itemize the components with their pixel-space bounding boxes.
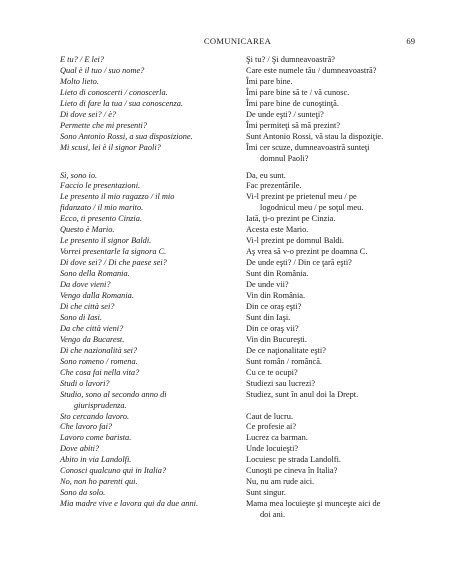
phrase-row [60,324,420,335]
page-number: 69 [406,36,415,46]
italian-phrase: Sto cercando lavoro. [60,411,130,421]
phrase-row [60,192,420,203]
italian-phrase: E tu? / E lei? [60,55,105,64]
romanian-translation: Sunt român / româncă. [246,356,323,366]
italian-phrase: Che cosa fai nella vita? [60,367,140,377]
phrase-row [60,466,420,477]
italian-phrase: Lavoro come barista. [60,433,132,443]
running-head [60,34,415,48]
romanian-translation: Lucrez ca barman. [246,433,308,443]
phrase-row [60,346,420,357]
romanian-translation: Studiez, sunt în anul doi la Drept. [246,389,359,399]
italian-phrase: Molto lieto. [60,76,99,86]
italian-phrase: Da dove vieni? [60,280,111,290]
italian-phrase: Studio, sono al secondo anno di [60,389,167,399]
romanian-translation: Mama mea locuieşte şi munceşte aici de [246,499,381,509]
romanian-translation: Da, eu sunt. [246,170,286,180]
phrase-row [60,510,420,521]
phrase-row [60,379,420,390]
romanian-translation: De unde vii? [246,280,289,290]
romanian-translation: domnul Paoli? [260,153,309,163]
italian-phrase: Studi o lavori? [60,378,110,388]
romanian-translation: Care este numele tău / dumneavoastră? [246,65,377,75]
phrase-row [60,357,420,368]
romanian-translation: Sunt singur. [246,488,286,498]
phrase-row [60,77,420,88]
italian-phrase: No, non ho parenti qui. [60,477,138,487]
italian-phrase: Mia madre vive e lavora qui da due anni. [60,499,199,509]
italian-phrase: Vengo da Bucarest. [60,334,125,344]
romanian-translation: Sunt Antonio Rossi, vă stau la dispoziţie. [246,131,384,141]
italian-phrase: Sono di Iasi. [60,312,102,322]
romanian-translation: Şi tu? / Şi dumneavoastră? [246,55,335,64]
phrase-row [60,110,420,121]
phrase-row [60,313,420,324]
romanian-translation: Iată, ţi-o prezint pe Cinzia. [246,214,336,224]
phrase-row [60,258,420,269]
phrase-row [60,455,420,466]
italian-phrase: giurisprudenza. [74,400,127,410]
romanian-translation [260,401,420,412]
italian-phrase: Questo è Mario. [60,225,115,235]
romanian-translation: Acesta este Mario. [246,225,309,235]
phrase-row [60,291,420,302]
romanian-translation: Îmi pare bine. [246,76,293,86]
romanian-translation: Vi-l prezint pe prietenul meu / pe [246,192,357,202]
phrase-row [60,66,420,77]
italian-phrase: Sì, sono io. [60,170,98,180]
phrase-row [60,302,420,313]
italian-phrase: Le presento il mio ragazzo / il mio [60,192,175,202]
italian-phrase: Di dove sei? / Di che paese sei? [60,258,167,268]
romanian-translation: Din ce oraş eşti? [246,301,302,311]
romanian-translation: Aş vrea să v-o prezint pe doamna C. [246,247,368,257]
romanian-translation: Studiezi sau lucrezi? [246,378,316,388]
romanian-translation: Caut de lucru. [246,411,294,421]
phrase-row [60,203,420,214]
phrase-row [60,236,420,247]
phrase-row [60,214,420,225]
phrase-row [60,499,420,510]
italian-phrase: Vengo dalla Romania. [60,291,134,301]
italian-phrase [60,510,246,521]
romanian-translation: De unde eşti? / sunteţi? [246,109,324,119]
phrase-row [60,422,420,433]
phrase-row [60,477,420,488]
italian-phrase: Lieto di fare la tua / sua conoscenza. [60,98,183,108]
phrase-row [60,171,420,182]
phrase-row [60,143,420,154]
romanian-translation: doi ani. [260,510,286,520]
italian-phrase: Sono romeno / romena. [60,356,138,366]
phrase-row [60,225,420,236]
chapter-title: COMUNICAREA [203,36,272,46]
romanian-translation: Cu ce te ocupi? [246,367,298,377]
italian-phrase: Ecco, ti presento Cinzia. [60,214,142,224]
phrase-row [60,269,420,280]
italian-phrase: fidanzato / il mio marito. [60,203,144,213]
italian-phrase: Sono Antonio Rossi, a sua disposizione. [60,131,193,141]
phrase-row [60,280,420,291]
romanian-translation: Vin din România. [246,291,306,301]
romanian-translation: Îmi pare bine să te / vă cunosc. [246,87,350,97]
romanian-translation: Fac prezentările. [246,181,302,191]
italian-phrase: Le presento il signor Baldi. [60,236,152,246]
phrase-row [60,181,420,192]
phrase-row [60,401,420,412]
italian-phrase: Qual è il tuo / suo nome? [60,65,145,75]
phrase-row [60,444,420,455]
phrase-row [60,488,420,499]
phrase-row [60,88,420,99]
italian-phrase: Lieto di conoscerti / conoscerla. [60,87,168,97]
italian-phrase: Dove abiti? [60,444,100,454]
italian-phrase: Abito in via Landolfi. [60,455,132,465]
phrase-row [60,121,420,132]
romanian-translation: Vin din Bucureşti. [246,334,307,344]
romanian-translation: Sunt din Iaşi. [246,312,291,322]
phrase-row [60,55,420,66]
phrase-row [60,412,420,423]
romanian-translation: De ce naţionalitate eşti? [246,345,326,355]
phrase-row [60,247,420,258]
romanian-translation: De unde eşti? / Din ce ţară eşti? [246,258,352,268]
romanian-translation: Vi-l prezint pe domnul Baldi. [246,236,344,246]
italian-phrase: Vorrei presentarle la signora C. [60,247,167,257]
italian-phrase: Di che città sei? [60,301,115,311]
italian-phrase: Mi scusi, lei è il signor Paoli? [60,142,161,152]
italian-phrase: Conosci qualcuno qui in Italia? [60,466,167,476]
italian-phrase: Sono della Romania. [60,269,130,279]
italian-phrase: Di dove sei? / è? [60,109,117,119]
italian-phrase: Che lavoro fai? [60,422,113,432]
phrase-row [60,154,420,165]
italian-phrase: Permette che mi presenti? [60,120,148,130]
romanian-translation: Locuiesc pe strada Landolfi. [246,455,341,465]
romanian-translation: Sunt din România. [246,269,309,279]
romanian-translation: Unde locuieşti? [246,444,299,454]
italian-phrase [60,154,246,165]
phrase-row [60,132,420,143]
italian-phrase: Faccio le presentazioni. [60,181,141,191]
italian-phrase: Sono da solo. [60,488,106,498]
phrase-row [60,335,420,346]
romanian-translation: Din ce oraş vii? [246,323,299,333]
phrase-row [60,390,420,401]
romanian-translation: Îmi cer scuze, dumneavoastră sunteţi [246,142,370,152]
phrase-row [60,368,420,379]
romanian-translation: Ce profesie ai? [246,422,297,432]
italian-phrase: Da che città vieni? [60,323,124,333]
phrase-row [60,433,420,444]
romanian-translation: logodnicul meu / pe soţul meu. [260,203,364,213]
romanian-translation: Îmi pare bine de cunoştinţă. [246,98,339,108]
phrase-row [60,99,420,110]
phrase-list [60,55,420,521]
romanian-translation: Nu, nu am rude aici. [246,477,315,487]
italian-phrase: Di che nazionalità sei? [60,345,138,355]
romanian-translation: Cunoşti pe cineva în Italia? [246,466,338,476]
romanian-translation: Îmi permiteţi să mă prezint? [246,120,341,130]
